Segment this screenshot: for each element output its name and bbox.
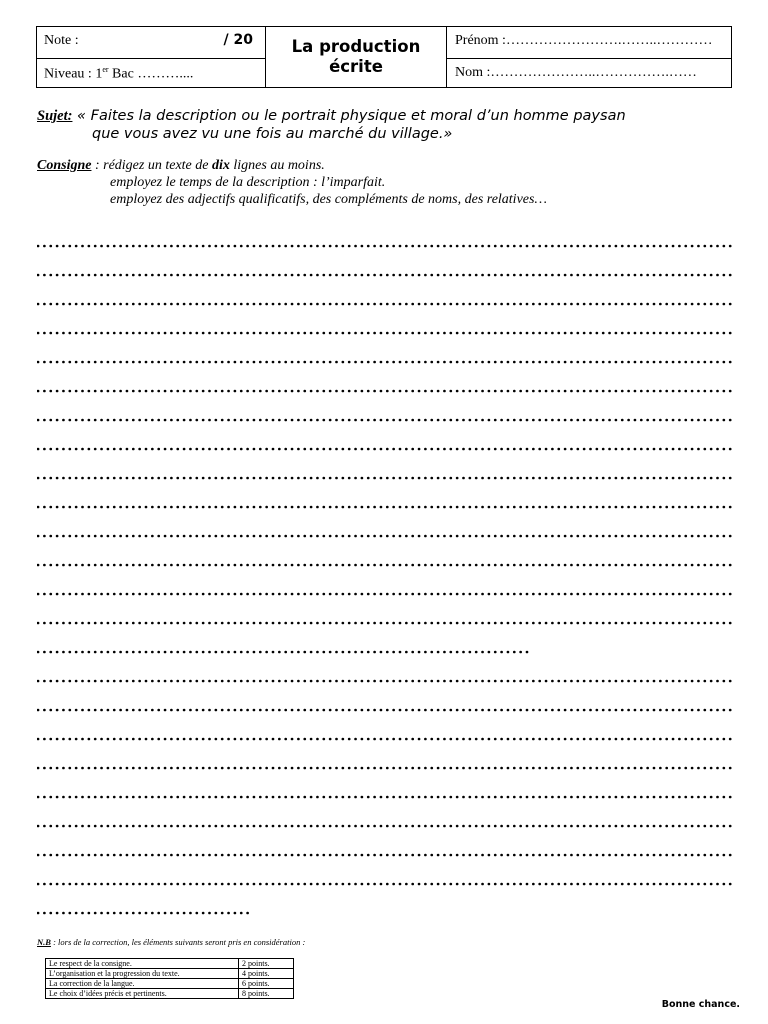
dotted-writing-line[interactable]: [37, 650, 529, 654]
dotted-writing-line[interactable]: [37, 737, 732, 741]
criteria-points: 6 points.: [239, 979, 294, 989]
consigne-text-1a: : rédigez un texte de: [91, 158, 212, 173]
criteria-item: Le choix d’idées précis et pertinents.: [46, 989, 239, 999]
sujet-label: Sujet:: [37, 108, 73, 124]
note-score: / 20: [223, 32, 253, 48]
header-table: [36, 26, 732, 88]
dotted-writing-line[interactable]: [37, 505, 732, 509]
table-row: [46, 969, 294, 979]
prenom-field[interactable]: Prénom :…………………….……..…………: [455, 33, 713, 48]
consigne-label: Consigne: [37, 158, 92, 173]
nb-text: : lors de la correction, les éléments suivants seront pris en considération :: [50, 937, 306, 947]
consigne-text-1b: lignes au moins.: [229, 158, 325, 173]
consigne-text-1-bold: dix: [211, 158, 230, 173]
table-row: [46, 959, 294, 969]
dotted-writing-line[interactable]: [37, 418, 732, 422]
niveau-field: [44, 65, 193, 83]
consigne-line-1: [37, 157, 325, 174]
dotted-writing-line[interactable]: [37, 447, 732, 451]
prenom-cell: [447, 27, 731, 59]
criteria-item: Le respect de la consigne.: [46, 959, 239, 969]
sujet-text-1: « Faites la description ou le portrait physique et moral d’un homme paysan: [72, 108, 626, 124]
criteria-points: 2 points.: [239, 959, 294, 969]
bonne-chance: Bonne chance.: [661, 999, 740, 1010]
niveau-label: Niveau : 1: [44, 66, 103, 82]
nom-cell: [447, 59, 731, 87]
criteria-item: L’organisation et la progression du texte.: [46, 969, 239, 979]
dotted-writing-line[interactable]: [37, 679, 732, 683]
sujet-line-2: que vous avez vu une fois au marché du village.»: [92, 126, 453, 142]
dotted-writing-line[interactable]: [37, 331, 732, 335]
niveau-rest: Bac ………....: [108, 66, 194, 82]
dotted-writing-line[interactable]: [37, 853, 732, 857]
criteria-points: 4 points.: [239, 969, 294, 979]
niveau-sup: er: [102, 65, 109, 74]
dotted-writing-line[interactable]: [37, 911, 249, 915]
page-title: [266, 37, 446, 77]
dotted-writing-line[interactable]: [37, 795, 732, 799]
nb-note: [37, 937, 305, 947]
dotted-writing-line[interactable]: [37, 882, 732, 886]
dotted-writing-line[interactable]: [37, 563, 732, 567]
dotted-writing-line[interactable]: [37, 766, 732, 770]
title-line-1: La production: [291, 37, 421, 56]
table-row: [46, 979, 294, 989]
dotted-writing-line[interactable]: [37, 592, 732, 596]
dotted-writing-line[interactable]: [37, 534, 732, 538]
table-row: [46, 989, 294, 999]
title-cell: [265, 27, 447, 87]
dotted-writing-line[interactable]: [37, 302, 732, 306]
consigne-line-2: employez le temps de la description : l’imparfait.: [110, 175, 386, 190]
sujet-line-1: [37, 106, 626, 126]
dotted-writing-line[interactable]: [37, 244, 732, 248]
dotted-writing-line[interactable]: [37, 389, 732, 393]
criteria-points: 8 points.: [239, 989, 294, 999]
dotted-writing-line[interactable]: [37, 621, 732, 625]
nom-field[interactable]: Nom :…………………..…………….……: [455, 65, 697, 80]
dotted-writing-line[interactable]: [37, 708, 732, 712]
criteria-item: La correction de la langue.: [46, 979, 239, 989]
criteria-table: [45, 958, 294, 999]
dotted-writing-line[interactable]: [37, 360, 732, 364]
nb-label: N.B: [37, 937, 51, 947]
note-cell: [37, 27, 265, 59]
title-line-2: écrite: [329, 57, 383, 76]
dotted-writing-line[interactable]: [37, 476, 732, 480]
note-label: Note :: [44, 33, 79, 48]
dotted-writing-line[interactable]: [37, 273, 732, 277]
consigne-line-3: employez des adjectifs qualificatifs, des compléments de noms, des relatives…: [110, 192, 547, 207]
dotted-writing-line[interactable]: [37, 824, 732, 828]
niveau-cell: [37, 59, 265, 87]
